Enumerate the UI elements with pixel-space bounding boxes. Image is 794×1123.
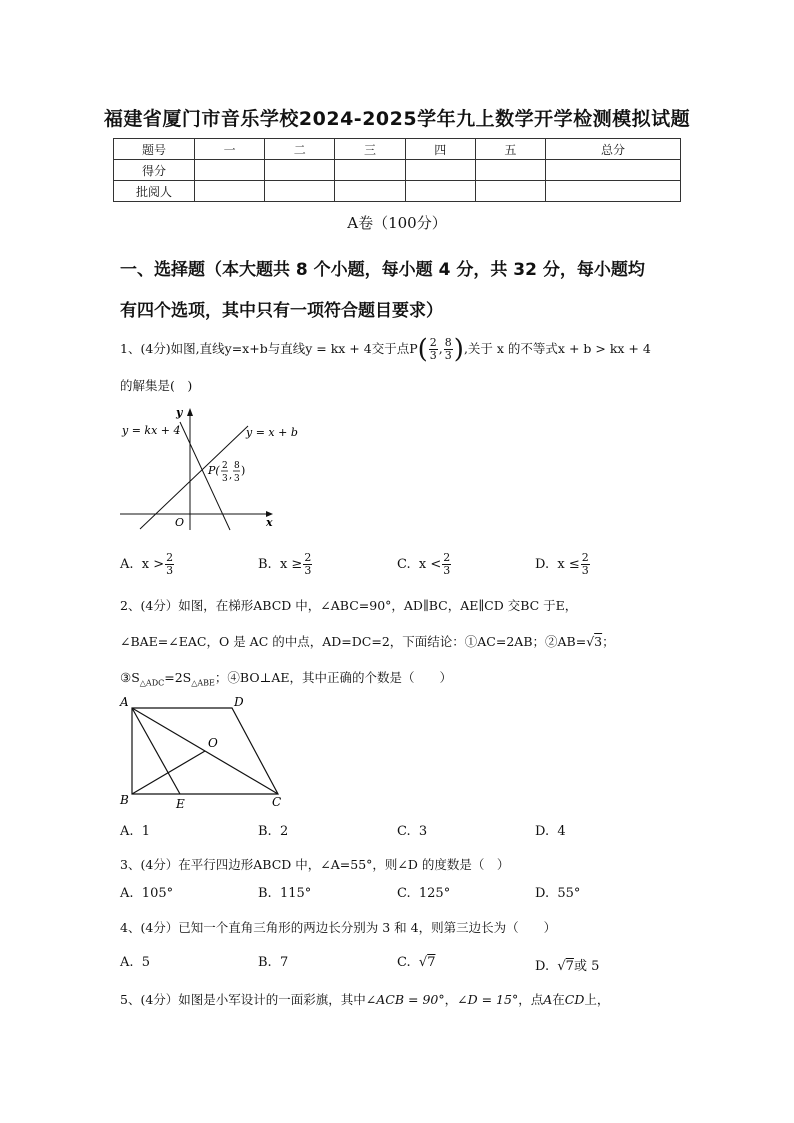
question-2-line3: $③S_{\triangle ADC}=2S_{\triangle ABE}$；④BO⊥AE，其中正确的个数是（ ） [120,670,452,688]
table-cell [195,160,265,181]
table-cell [195,181,265,202]
question-5: 5、(4分）如图是小军设计的一面彩旗，其中∠ACB = 90°，∠D = 15°，点A在CD上， [120,992,610,1007]
label-point-p-frac2-num: 8 [234,461,240,471]
label-y-axis: y [176,406,183,419]
label-point-p-frac2-den: 3 [234,474,240,484]
q2-option-d[interactable]: D. 4 [535,824,566,839]
table-cell [405,160,475,181]
q1-option-b[interactable]: B. x ≥ $\frac{2}{3}$ [258,551,312,577]
q4-option-c[interactable]: C. √7 [397,955,436,970]
fraction: $\frac{8}{3}$ [444,336,452,362]
table-cell: 题号 [114,139,195,160]
question-1-line1: 1、(4分)如图,直线y=x+b与直线y = kx + 4交于点P( $\frac{2}{3}$ , $\frac{8}{3}$ ),关于 x 的不等式x + b > kx + 4 [120,334,651,365]
table-cell [546,181,681,202]
table-cell: 得分 [114,160,195,181]
table-row [114,181,681,202]
question-2-line2: ∠BAE=∠EAC，O 是 AC 的中点，AD=DC=2，下面结论：①AC=2AB；②AB=√3； [120,634,615,649]
question-2-figure [118,694,298,816]
q2-option-a[interactable]: A. 1 [120,824,151,839]
section-heading-line1: 一、选择题（本大题共 8 个小题，每小题 4 分，共 32 分，每小题均 [120,260,645,280]
label-point-p-frac1-den: 3 [222,474,228,484]
question-2-line1: 2、(4分）如图，在梯形ABCD 中，∠ABC=90°，AD∥BC，AE∥CD 交BC 于E， [120,598,578,613]
section-a-title: A卷（100分） [347,214,447,232]
q1-option-a[interactable]: A. x > $\frac{2}{3}$ [120,551,174,577]
q3-option-c[interactable]: C. 125° [397,886,451,901]
q2-option-c[interactable]: C. 3 [397,824,428,839]
table-cell [335,181,405,202]
question-1-line2: 的解集是( ) [120,378,193,393]
label-d: D [234,695,244,709]
label-b: B [120,793,129,807]
q1-option-c[interactable]: C. x < $\frac{2}{3}$ [397,551,451,577]
label-point-p-close: ) [241,464,246,477]
segment-ae [132,708,180,794]
table-cell [265,181,335,202]
q4-option-d[interactable]: D. √7或 5 [535,959,600,974]
question-1-graph [118,404,308,534]
table-cell: 四 [405,139,475,160]
table-cell [475,160,545,181]
q4-option-b[interactable]: B. 7 [258,955,289,970]
label-xb: y = x + b [246,426,298,439]
label-c: C [272,795,282,809]
table-cell: 总分 [546,139,681,160]
label-kx: y = kx + 4 [122,424,181,437]
table-cell [405,181,475,202]
score-table [113,138,681,202]
table-cell: 三 [335,139,405,160]
exam-title: 福建省厦门市音乐学校2024-2025学年九上数学开学检测模拟试题 [103,108,691,130]
q3-option-d[interactable]: D. 55° [535,886,581,901]
table-cell [335,160,405,181]
q1-option-d[interactable]: D. x ≤ $\frac{2}{3}$ [535,551,589,577]
segment-bo [132,751,205,794]
table-row [114,160,681,181]
label-a: A [120,695,129,709]
y-axis-arrow-icon [187,408,193,416]
fraction: $\frac{2}{3}$ [429,336,437,362]
label-point-p-frac1-num: 2 [222,461,228,471]
table-cell: 一 [195,139,265,160]
label-o: O [208,736,218,750]
q4-option-a[interactable]: A. 5 [120,955,151,970]
label-origin: O [175,516,185,529]
q3-option-a[interactable]: A. 105° [120,886,174,901]
question-4: 4、(4分）已知一个直角三角形的两边长分别为 3 和 4，则第三边长为（ ） [120,920,557,935]
table-cell: 批阅人 [114,181,195,202]
q2-option-b[interactable]: B. 2 [258,824,289,839]
q3-option-b[interactable]: B. 115° [258,886,312,901]
table-cell: 二 [265,139,335,160]
table-cell: 五 [475,139,545,160]
score-table-header-row [114,139,681,160]
section-heading-line2: 有四个选项，其中只有一项符合题目要求） [120,301,443,321]
table-cell [265,160,335,181]
label-x-axis: x [266,516,273,529]
label-e: E [176,797,185,811]
comma: , [229,470,233,481]
label-point-p: P( [208,464,220,477]
table-cell [475,181,545,202]
table-cell [546,160,681,181]
question-3: 3、(4分）在平行四边形ABCD 中，∠A=55°，则∠D 的度数是（ ） [120,857,510,872]
